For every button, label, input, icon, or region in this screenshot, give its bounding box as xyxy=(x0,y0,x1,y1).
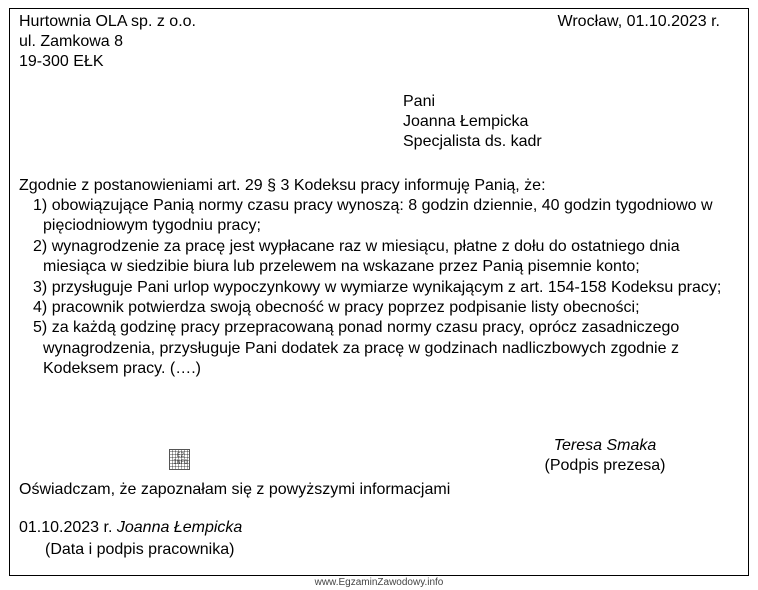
recipient-position: Specjalista ds. kadr xyxy=(403,133,542,150)
point-number: 3) xyxy=(33,278,48,296)
sender-address xyxy=(19,12,196,72)
recipient-salutation: Pani xyxy=(403,93,436,110)
recipient-address xyxy=(403,92,542,152)
sender-city: 19-300 EŁK xyxy=(19,53,104,70)
point-text: pracownik potwierdza swoją obecność w pracy poprzez podpisanie listy obecności; xyxy=(51,299,640,317)
employee-sign-caption: (Data i podpis pracownika) xyxy=(45,541,235,558)
date-place: Wrocław, 01.10.2023 r. xyxy=(557,13,720,30)
stamp-icon xyxy=(169,449,190,470)
point-number: 1) xyxy=(33,197,48,214)
body-intro: Zgodnie z postanowieniami art. 29 § 3 Kodeksu pracy informuję Panią, że: xyxy=(19,177,546,194)
point-number: 5) xyxy=(33,319,48,337)
signature-name: Teresa Smaka xyxy=(553,437,657,454)
employee-declaration: Oświadczam, że zapoznałam się z powyższymi informacjami xyxy=(19,481,451,498)
point-text: wynagrodzenie za pracę jest wypłacane raz w miesiącu, płatne z dołu do ostatniego dnia miesiąca w siedzibie biura lub przelewem na wskazane przez Panią pisemnie konto; xyxy=(43,237,680,276)
employee-sign-line xyxy=(19,518,242,538)
recipient-name: Joanna Łempicka xyxy=(403,113,529,130)
list-item xyxy=(19,278,734,298)
signature-caption: (Podpis prezesa) xyxy=(544,457,666,474)
point-number: 4) xyxy=(33,299,48,317)
list-item xyxy=(19,298,734,318)
point-text: przysługuje Pani urlop wypoczynkowy w wymiarze wynikającym z art. 154-158 Kodeksu pracy; xyxy=(51,278,722,296)
list-item xyxy=(19,318,734,379)
employee-signature-name: Joanna Łempicka xyxy=(116,519,243,536)
employee-date: 01.10.2023 r. xyxy=(19,519,113,536)
list-item xyxy=(19,237,734,278)
sender-company: Hurtownia OLA sp. z o.o. xyxy=(19,13,196,30)
point-text: obowiązujące Panią normy czasu pracy wynoszą: 8 godzin dziennie, 40 godzin tygodniowo w pięciodniowym tygodniu pracy; xyxy=(43,197,713,235)
info-points-list xyxy=(19,196,734,380)
point-text: za każdą godzinę pracy przepracowaną ponad normy czasu pracy, oprócz zasadniczego wynagrodzenia, przysługuje Pani dodatek za pracę w godzinach nadliczbowych zgodnie z Kodeksem pracy. (….) xyxy=(43,319,680,378)
stamp-label: EZ INFO xyxy=(173,452,188,466)
point-number: 2) xyxy=(33,237,48,255)
footer-watermark: www.EgzaminZawodowy.info xyxy=(314,577,444,588)
list-item xyxy=(19,196,734,237)
sender-street: ul. Zamkowa 8 xyxy=(19,33,124,50)
president-signature xyxy=(530,436,680,476)
